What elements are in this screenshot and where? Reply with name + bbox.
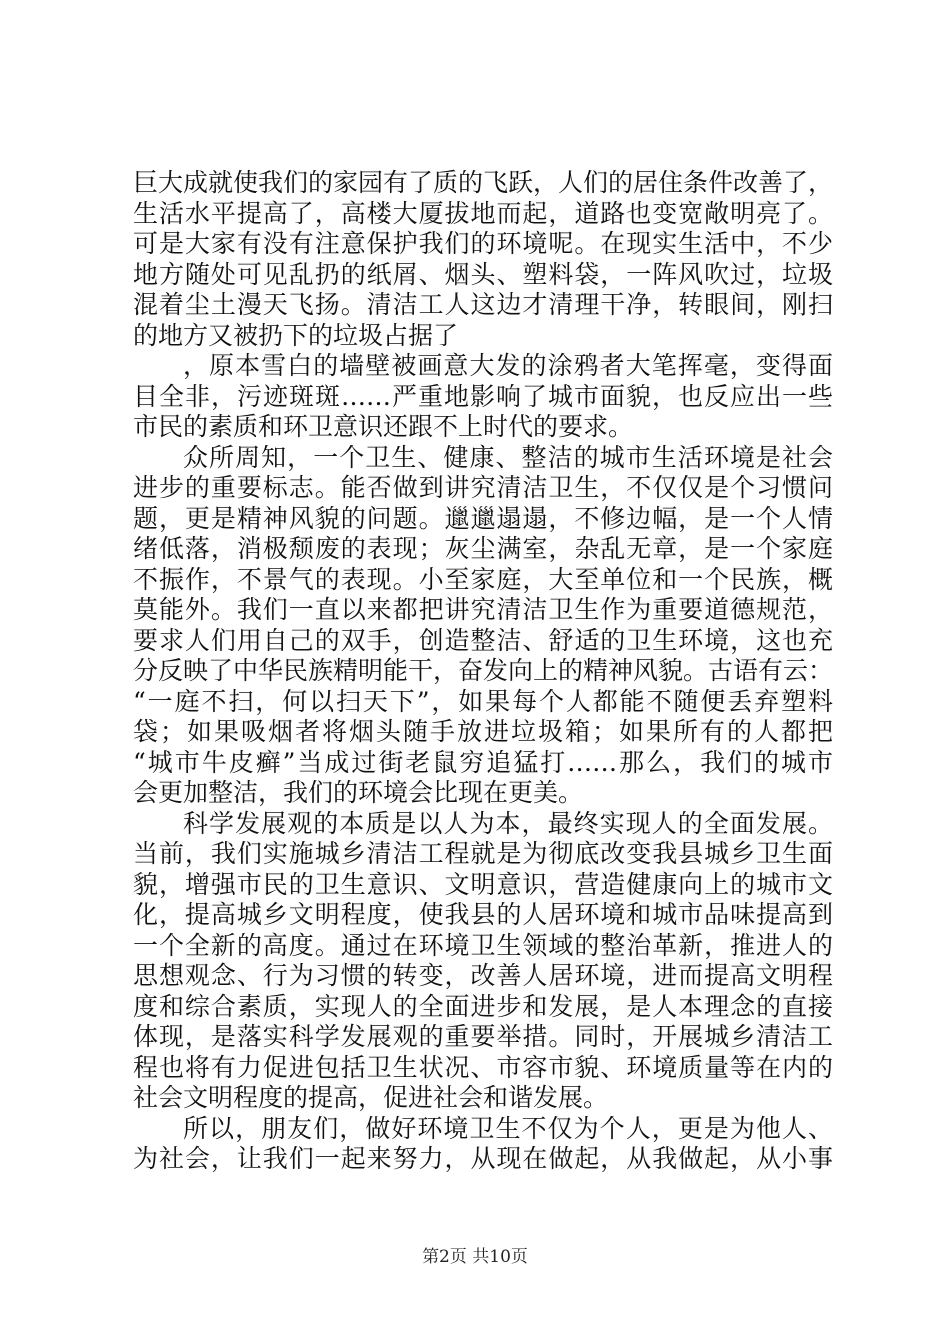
text-line: 袋；如果吸烟者将烟头随手放进垃圾箱；如果所有的人都把 [133,717,833,746]
text-line: 会更加整洁，我们的环境会比现在更美。 [133,778,584,807]
text-line: 分反映了中华民族精明能干，奋发向上的精神风貌。古语有云： [133,656,834,685]
text-line: 当前，我们实施城乡清洁工程就是为彻底改变我县城乡卫生面 [133,839,833,868]
text-line: 度和综合素质，实现人的全面进步和发展，是人本理念的直接 [133,991,833,1021]
text-line: 貌，增强市民的卫生意识、文明意识，营造健康向上的城市文 [133,869,833,899]
text-line: 巨大成就使我们的家园有了质的飞跃，人们的居住条件改善了， [133,168,834,197]
text-line: “城市牛皮癣”当成过街老鼠穷追猛打……那么，我们的城市 [133,747,833,777]
text-line: 程也将有力促进包括卫生状况、市容市貌、环境质量等在内的 [133,1052,833,1082]
page-number-footer: 第2页 共10页 [422,1247,528,1267]
text-line: 化，提高城乡文明程度，使我县的人居环境和城市品味提高到 [133,900,833,929]
text-line: 要求人们用自己的双手，创造整洁、舒适的卫生环境，这也充 [133,625,833,655]
text-line: 的地方又被扔下的垃圾占据了 [133,320,459,350]
text-line: 科学发展观的本质是以人为本，最终实现人的全面发展。 [183,808,833,838]
text-line: 为社会，让我们一起来努力，从现在做起，从我做起，从小事 [133,1144,833,1173]
text-line: 市民的素质和环卫意识还跟不上时代的要求。 [133,412,634,441]
body-text [133,168,833,1175]
text-line: 所以，朋友们，做好环境卫生不仅为个人，更是为他人、 [183,1113,833,1143]
text-line: 进步的重要标志。能否做到讲究清洁卫生，不仅仅是个习惯问 [133,473,833,502]
text-line: 众所周知，一个卫生、健康、整洁的城市生活环境是社会 [183,442,833,472]
text-line: 地方随处可见乱扔的纸屑、烟头、塑料袋，一阵风吹过，垃圾 [133,259,833,289]
text-line: 社会文明程度的提高，促进社会和谐发展。 [133,1083,609,1112]
text-line: 不振作，不景气的表现。小至家庭，大至单位和一个民族，概 [133,564,833,594]
text-line: 莫能外。我们一直以来都把讲究清洁卫生作为重要道德规范， [133,595,833,624]
text-line: ，原本雪白的墙壁被画意大发的涂鸦者大笔挥毫，变得面 [183,351,833,380]
text-line: 题，更是精神风貌的问题。邋邋遢遢，不修边幅，是一个人情 [133,503,833,533]
text-line: 生活水平提高了，高楼大厦拔地而起，道路也变宽敞明亮了。 [133,198,833,228]
text-line: 思想观念、行为习惯的转变，改善人居环境，进而提高文明程 [133,961,833,990]
text-line: 可是大家有没有注意保护我们的环境呢。在现实生活中，不少 [133,229,833,258]
text-line: 一个全新的高度。通过在环境卫生领域的整治革新，推进人的 [133,930,833,960]
text-line: 混着尘土漫天飞扬。清洁工人这边才清理干净，转眼间，刚扫 [133,290,833,319]
text-line: 绪低落，消极颓废的表现；灰尘满室，杂乱无章，是一个家庭 [133,534,833,563]
text-line: 目全非，污迹斑斑……严重地影响了城市面貌，也反应出一些 [133,381,833,411]
text-line: 体现，是落实科学发展观的重要举措。同时，开展城乡清洁工 [133,1022,833,1051]
text-line: “一庭不扫，何以扫天下”，如果每个人都能不随便丢弃塑料 [133,686,833,716]
